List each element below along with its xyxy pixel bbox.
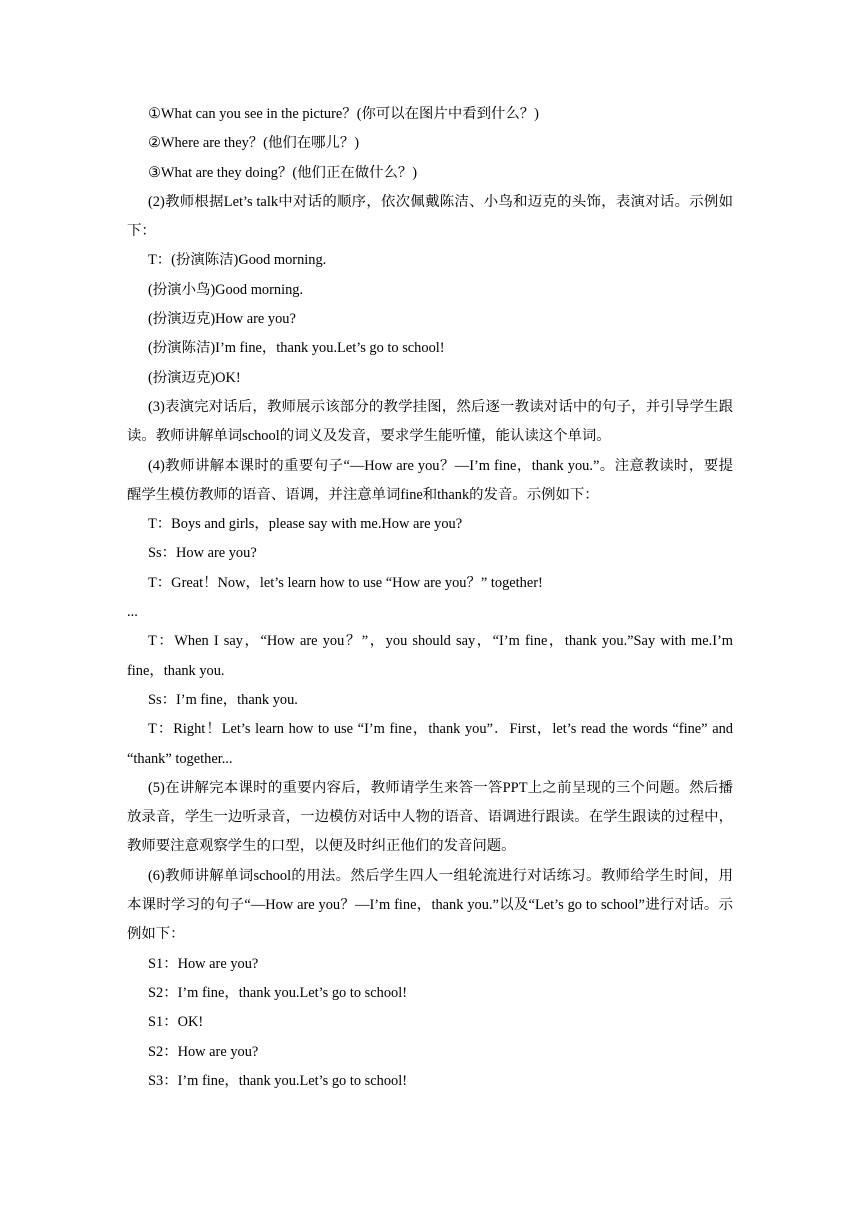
step-2-paragraph: (2)教师根据Let’s talk中对话的顺序，依次佩戴陈洁、小鸟和迈克的头饰，表演对话。示例如下：	[127, 193, 733, 240]
step-5-paragraph: (5)在讲解完本课时的重要内容后，教师请学生来答一答PPT上之前呈现的三个问题。然后播放录音，学生一边听录音，一边模仿对话中人物的语音、语调进行跟读。在学生跟读的过程中，教师要注意观察学生的口型，以便及时纠正他们的发音问题。	[127, 779, 733, 855]
dialogue-line: T：Boys and girls，please say with me.How are you?	[148, 516, 463, 533]
question-3: ③What are they doing？(他们正在做什么？)	[148, 164, 418, 181]
dialogue-line: (扮演迈克)OK!	[148, 369, 241, 386]
document-body	[127, 100, 733, 1096]
dialogue-line: (扮演陈洁)I’m fine，thank you.Let’s go to school!	[148, 340, 445, 357]
dialogue-line: (扮演迈克)How are you?	[148, 311, 296, 328]
dialogue-line: T：(扮演陈洁)Good morning.	[148, 252, 327, 269]
dialogue-line: S3：I’m fine，thank you.Let’s go to school!	[148, 1072, 407, 1089]
dialogue-line: Ss：I’m fine，thank you.	[148, 691, 298, 708]
dialogue-line: Ss：How are you?	[148, 545, 257, 562]
dialogue-line: S2：How are you?	[148, 1043, 259, 1060]
step-3-paragraph: (3)表演完对话后，教师展示该部分的教学挂图，然后逐一教读对话中的句子，并引导学生跟读。教师讲解单词school的词义及发音，要求学生能听懂，能认读这个单词。	[127, 398, 733, 445]
dialogue-line: S2：I’m fine，thank you.Let’s go to school!	[148, 984, 407, 1001]
dialogue-line: T：Great！Now，let’s learn how to use “How are you？” together!	[148, 574, 543, 591]
dialogue-line: S1：How are you?	[148, 955, 259, 972]
step-6-paragraph: (6)教师讲解单词school的用法。然后学生四人一组轮流进行对话练习。教师给学生时间，用本课时学习的句子“—How are you？—I’m fine，thank you.”以及“Let’s go to school”进行对话。示例如下：	[127, 867, 733, 943]
dialogue-line: T：Right！Let’s learn how to use “I’m fine，thank you”．First，let’s read the words “fine” and “thank” together...	[127, 721, 733, 767]
question-2: ②Where are they？(他们在哪儿？)	[148, 135, 360, 152]
dialogue-line: S1：OK!	[148, 1014, 204, 1031]
ellipsis-line: ...	[127, 604, 138, 621]
dialogue-line: T：When I say，“How are you？”，you should say，“I’m fine，thank you.”Say with me.I’m fine，thank you.	[127, 633, 733, 679]
dialogue-line: (扮演小鸟)Good morning.	[148, 281, 304, 298]
question-1: ①What can you see in the picture？(你可以在图片中看到什么？)	[148, 106, 539, 122]
step-4-paragraph: (4)教师讲解本课时的重要句子“—How are you？—I’m fine，thank you.”。注意教读时，要提醒学生模仿教师的语音、语调，并注意单词fine和thank的发音。示例如下：	[127, 457, 733, 503]
